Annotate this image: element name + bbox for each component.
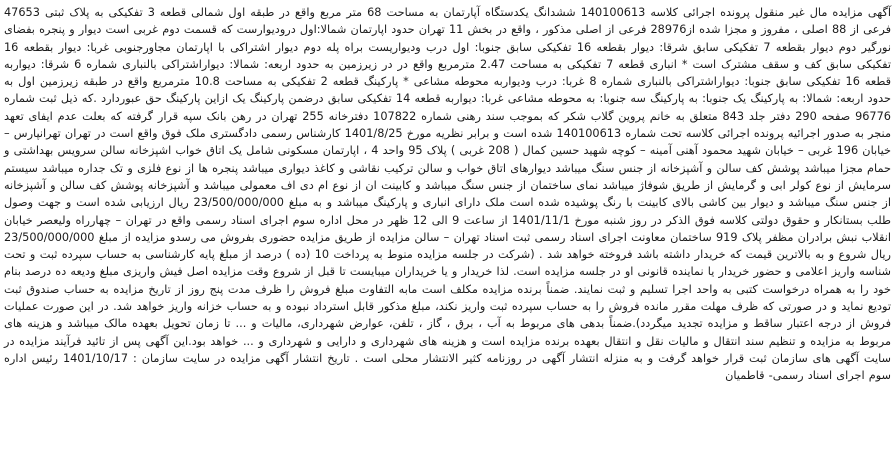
notice-body-text: آگهی مزایده مال غیر منقول پرونده اجرائی کلاسه 140100613 ششدانگ یکدستگاه آپارتمان به مساحت 68 متر مربع واقع در طبقه اول شمالی قطعه 3 تفکیکی به پلاک ثبتی 47653 فرعی از 88 اصلی ، مفروز و مجزا شده از28976 فرعی از اصلی مذکور ، واقع در بخش 11 تهران حدود اپارتمان شمالا:اول درودیوارست که قسمت دوم غربی است دیوار و پنجره بفضای نورگیر دوم دیوار بقطعه 7 تفکیکی سابق شرقا: دیوار بقطعه 16 تفکیکی سابق جنوبا: اول درب ودیواریست براه پله دوم دیوار اشتراکی با اپارتمان مجاورجنوبی غربا: دیوار بقطعه 16 تفکیکی سابق کف و سقف مشترک است * انباری قطعه 7 تفکیکی به مساحت 2.47 مترمربع واقع در در زیرزمین به حدود اربعه: شمالا: دیواراشتراکی بالنباری شماره 6 شرقا: دیواربه قطعه 16 تفکیکی سابق جنوبا: دیواراشتراکی بالنباری شماره 8 غربا: درب ودیواربه محوطه مشاعی * پارکینگ قطعه 2 تفکیکی به مساحت 10.8 مترمربع واقع در طبقه زیرزمین اول به حدود اربعه: شمالا: به پارکینگ یک جنوبا: به پارکینگ سه جنوبا: به محوطه مشاعی غربا: دیواربه قطعه 14 تفکیکی سابق درضمن پارکینگ یک ازاین پارکینگ حق عبوردارد .که ذیل ثبت شماره 96776 صفحه 290 دفتر جلد 843 متعلق به خانم پروین گلاب شکر که بموجب سند رهنی شماره 107822 دفترخانه 255 تهران در رهن بانک سپه قرار گرفته که بعلت عدم ایفای تعهد منجر به صدور اجرائیه پرونده اجرائی کلاسه تحت شماره 140100613 شده است و برابر نظریه مورخ 1401/8/25 کارشناس رسمی دادگستری ملک فوق واقع است در تهران تهرانپارس – خیابان 196 غربی – خیابان شهید محمود آهنی آمینه – کوچه شهید حسین کمال ( 208 غربی ) پلاک 95 واحد 4 ، اپارتمان مسکونی شامل یک اتاق خواب اشپزخانه سالن سرویس بهداشتی و حمام مجزا میباشد پوشش کف سالن و آشپزخانه از جنس سنگ میباشد دیوارهای اتاق خواب و سالن ترکیب نقاشی و کاغذ دیواری میباشد پنجره ها از نوع فلزی و تک جداره میباشد سیستم سرمایش از نوع کولر ابی و گرمایش از طریق شوفاژ میباشد نمای ساختمان از جنس سنگ میباشد و کابینت ان از نوع ام دی اف معمولی میباشد و آشپزخانه پوشش کف سالن و آشپزخانه از جنس سنگ میباشد و دیوار بین کاشی بالای کابینت با رنگ پوشیده شده است ملک دارای انباری و پارکینگ میباشد و به مبلغ 23/500/000/000 ریال ارزیابی شده است و جهت وصول طلب بستانکار و حقوق دولتی کلاسه فوق الذکر در روز شنبه مورخ 1401/11/1 از ساعت 9 الی 12 ظهر در محل اداره سوم اجرای اسناد رسمی واقع در تهران – چهارراه ولیعصر خیابان انقلاب نبش برادران مظفر پلاک 919 ساختمان معاونت اجرای اسناد رسمی ثبت اسناد تهران – سالن مزایده از طریق مزایده حضوری بفروش می رسدو مزایده از مبلغ 23/500/000/000 ریال شروع و به بالاترین قیمت که خریدار داشته باشد فروخته خواهد شد . (شرکت در جلسه مزایده منوط به پرداخت 10 (ده ) درصد از مبلغ پایه کارشناسی به حساب سپرده ثبت و تحت شناسه واریز اعلامی و حضور خریدار یا نماینده قانونی او در جلسه مزایده است. لذا خریدار و یا خریداران میبایست تا قبل از شروع وقت مزایده اصل فیش واریزی مبلغ ودیعه ده درصد بنام خود را به همراه درخواست کتبی به واحد اجرا تسلیم و ثبت نمایند. ضمناً برنده مزایده مکلف است مابه التفاوت مبلغ فروش را ظرف مدت پنج روز از تاریخ مزایده به حساب صندوق ثبت تودیع نماید و در صورتی که ظرف مهلت مقرر مانده فروش را به حساب سپرده ثبت واریز نکند، مبلغ مذکور قابل استرداد نبوده و به حساب خزانه واریز خواهد شد. در این صورت عملیات فروش از درجه اعتبار ساقط و مزایده تجدید میگردد).ضمناً بدهی های مربوط به آب ، برق ، گاز ، تلفن، عوارض شهرداری، مالیات و ... تا زمان تحویل بعهده مالک میباشد و هزینه های مربوط به مزایده و تنظیم سند انتقال و مالیات نقل و انتقال بعهده برنده مزایده است و هزینه های شهرداری و دارایی و شهرداری و ... خواهد بود.این آگهی پس از تائید فرآیند مزایده در سایت آگهی های سازمان ثبت قرار خواهد گرفت و به منزله انتشار آگهی در روزنامه کثیر الانتشار محلی است . تاریخ انتشار آگهی مزایده در سایت سازمان : 1401/10/17 رئیس اداره سوم اجرای اسناد رسمی- قاطمیان [4, 6, 892, 383]
